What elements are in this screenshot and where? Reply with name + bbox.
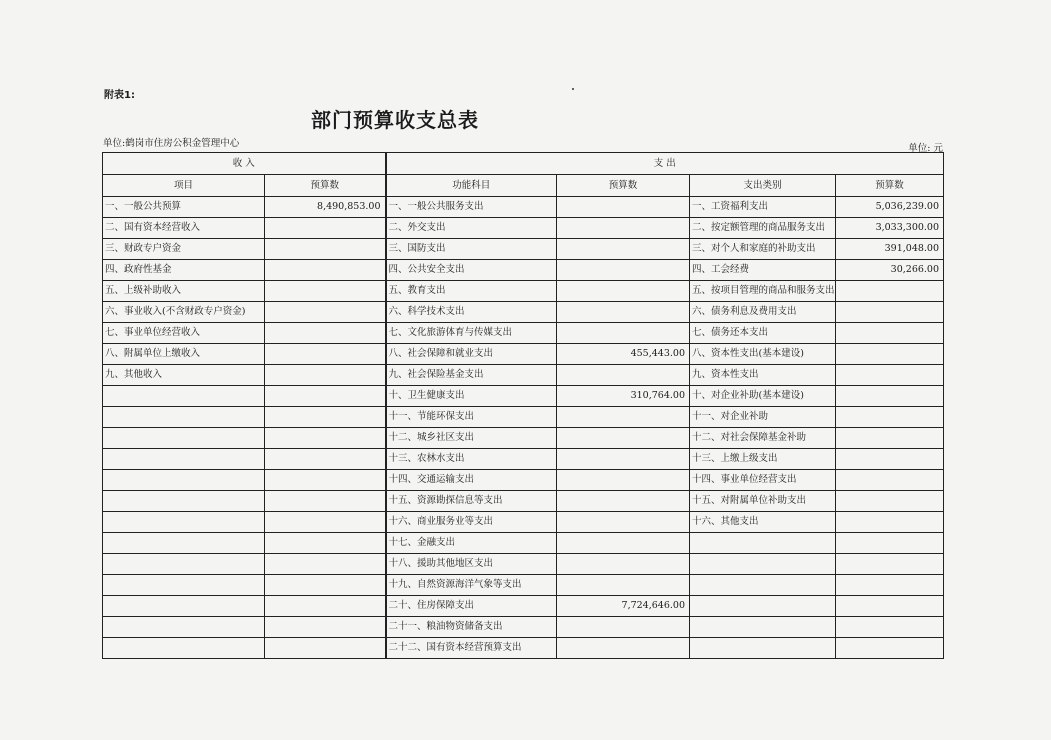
category-value-cell bbox=[836, 386, 944, 407]
table-header-row-1 bbox=[103, 153, 944, 175]
table-row bbox=[103, 617, 944, 638]
income-item-cell bbox=[103, 512, 265, 533]
income-item-cell bbox=[103, 449, 265, 470]
income-value-cell bbox=[265, 281, 386, 302]
category-value-cell bbox=[836, 554, 944, 575]
func-value-cell bbox=[557, 197, 690, 218]
func-subject-cell: 九、社会保险基金支出 bbox=[386, 365, 557, 386]
category-value-cell bbox=[836, 344, 944, 365]
func-subject-cell: 四、公共安全支出 bbox=[386, 260, 557, 281]
exp-category-cell: 十六、其他支出 bbox=[690, 512, 836, 533]
func-subject-cell: 二、外交支出 bbox=[386, 218, 557, 239]
func-value-cell: 455,443.00 bbox=[557, 344, 690, 365]
func-subject-cell: 十九、自然资源海洋气象等支出 bbox=[386, 575, 557, 596]
table-row bbox=[103, 344, 944, 365]
income-item-cell bbox=[103, 617, 265, 638]
income-header: 收 入 bbox=[103, 153, 386, 175]
table-row bbox=[103, 218, 944, 239]
income-item-cell: 八、附属单位上缴收入 bbox=[103, 344, 265, 365]
income-item-cell bbox=[103, 470, 265, 491]
func-subject-cell: 二十二、国有资本经营预算支出 bbox=[386, 638, 557, 659]
func-value-cell bbox=[557, 281, 690, 302]
page-title: 部门预算收支总表 bbox=[311, 108, 479, 132]
table-header-row-2 bbox=[103, 175, 944, 197]
income-item-cell bbox=[103, 533, 265, 554]
exp-category-cell: 二、按定额管理的商品服务支出 bbox=[690, 218, 836, 239]
func-subject-cell: 二十一、粮油物资储备支出 bbox=[386, 617, 557, 638]
exp-category-cell: 八、资本性支出(基本建设) bbox=[690, 344, 836, 365]
func-subject-header: 功能科目 bbox=[386, 175, 557, 197]
income-value-cell bbox=[265, 491, 386, 512]
income-value-cell bbox=[265, 470, 386, 491]
func-subject-cell: 十一、节能环保支出 bbox=[386, 407, 557, 428]
income-value-cell: 8,490,853.00 bbox=[265, 197, 386, 218]
func-subject-cell: 五、教育支出 bbox=[386, 281, 557, 302]
func-subject-cell: 十六、商业服务业等支出 bbox=[386, 512, 557, 533]
func-subject-cell: 七、文化旅游体育与传媒支出 bbox=[386, 323, 557, 344]
income-item-cell: 三、财政专户资金 bbox=[103, 239, 265, 260]
income-value-cell bbox=[265, 617, 386, 638]
func-subject-cell: 一、一般公共服务支出 bbox=[386, 197, 557, 218]
income-value-cell bbox=[265, 554, 386, 575]
func-value-cell bbox=[557, 554, 690, 575]
exp-category-cell bbox=[690, 596, 836, 617]
unit-currency: 单位: 元 bbox=[908, 143, 943, 154]
category-value-cell: 391,048.00 bbox=[836, 239, 944, 260]
func-value-cell bbox=[557, 470, 690, 491]
income-item-cell: 一、一般公共预算 bbox=[103, 197, 265, 218]
income-value-cell bbox=[265, 638, 386, 659]
category-value-cell bbox=[836, 617, 944, 638]
income-value-cell bbox=[265, 575, 386, 596]
exp-category-cell bbox=[690, 554, 836, 575]
category-value-cell bbox=[836, 281, 944, 302]
table-row bbox=[103, 239, 944, 260]
category-value-cell bbox=[836, 323, 944, 344]
income-item-cell: 七、事业单位经营收入 bbox=[103, 323, 265, 344]
category-value-cell: 3,033,300.00 bbox=[836, 218, 944, 239]
func-subject-cell: 十八、援助其他地区支出 bbox=[386, 554, 557, 575]
income-budget-header: 预算数 bbox=[265, 175, 386, 197]
table-row bbox=[103, 554, 944, 575]
income-item-cell bbox=[103, 428, 265, 449]
func-subject-cell: 十、卫生健康支出 bbox=[386, 386, 557, 407]
income-value-cell bbox=[265, 386, 386, 407]
income-value-cell bbox=[265, 239, 386, 260]
income-item-cell bbox=[103, 596, 265, 617]
exp-category-cell: 六、债务利息及费用支出 bbox=[690, 302, 836, 323]
budget-summary-table bbox=[102, 152, 944, 659]
income-item-cell bbox=[103, 554, 265, 575]
income-value-cell bbox=[265, 596, 386, 617]
category-value-cell bbox=[836, 428, 944, 449]
func-value-cell bbox=[557, 617, 690, 638]
func-value-cell bbox=[557, 533, 690, 554]
income-value-cell bbox=[265, 260, 386, 281]
income-value-cell bbox=[265, 407, 386, 428]
category-value-cell bbox=[836, 638, 944, 659]
table-row bbox=[103, 323, 944, 344]
income-item-cell: 四、政府性基金 bbox=[103, 260, 265, 281]
income-item-cell bbox=[103, 491, 265, 512]
income-item-cell bbox=[103, 575, 265, 596]
func-value-cell bbox=[557, 575, 690, 596]
func-value-cell bbox=[557, 449, 690, 470]
func-subject-cell: 十七、金融支出 bbox=[386, 533, 557, 554]
func-value-cell bbox=[557, 407, 690, 428]
table-row bbox=[103, 491, 944, 512]
func-value-cell bbox=[557, 239, 690, 260]
exp-category-cell: 四、工会经费 bbox=[690, 260, 836, 281]
table-row bbox=[103, 407, 944, 428]
exp-category-cell bbox=[690, 617, 836, 638]
exp-category-cell: 三、对个人和家庭的补助支出 bbox=[690, 239, 836, 260]
exp-category-cell bbox=[690, 575, 836, 596]
table-row bbox=[103, 197, 944, 218]
income-value-cell bbox=[265, 533, 386, 554]
func-subject-cell: 十五、资源勘探信息等支出 bbox=[386, 491, 557, 512]
func-value-cell bbox=[557, 491, 690, 512]
exp-category-cell bbox=[690, 638, 836, 659]
income-value-cell bbox=[265, 512, 386, 533]
scan-speck bbox=[572, 88, 574, 90]
category-value-cell bbox=[836, 407, 944, 428]
category-value-cell bbox=[836, 302, 944, 323]
table-row bbox=[103, 638, 944, 659]
func-value-cell bbox=[557, 260, 690, 281]
exp-category-cell bbox=[690, 533, 836, 554]
table-row bbox=[103, 512, 944, 533]
func-subject-cell: 十四、交通运输支出 bbox=[386, 470, 557, 491]
func-value-cell bbox=[557, 218, 690, 239]
func-value-cell bbox=[557, 638, 690, 659]
exp-category-cell: 十一、对企业补助 bbox=[690, 407, 836, 428]
income-value-cell bbox=[265, 323, 386, 344]
table-row bbox=[103, 302, 944, 323]
exp-category-cell: 十二、对社会保障基金补助 bbox=[690, 428, 836, 449]
exp-category-cell: 七、债务还本支出 bbox=[690, 323, 836, 344]
exp-category-cell: 五、按项目管理的商品和服务支出 bbox=[690, 281, 836, 302]
table-row bbox=[103, 533, 944, 554]
exp-category-cell: 十、对企业补助(基本建设) bbox=[690, 386, 836, 407]
income-item-cell bbox=[103, 638, 265, 659]
func-value-cell bbox=[557, 512, 690, 533]
func-budget-header: 预算数 bbox=[557, 175, 690, 197]
income-item-cell bbox=[103, 407, 265, 428]
category-value-cell: 5,036,239.00 bbox=[836, 197, 944, 218]
income-value-cell bbox=[265, 302, 386, 323]
table-row bbox=[103, 281, 944, 302]
category-value-cell bbox=[836, 575, 944, 596]
exp-category-cell: 十三、上缴上级支出 bbox=[690, 449, 836, 470]
category-value-cell bbox=[836, 365, 944, 386]
exp-category-cell: 十五、对附属单位补助支出 bbox=[690, 491, 836, 512]
income-value-cell bbox=[265, 449, 386, 470]
func-value-cell: 310,764.00 bbox=[557, 386, 690, 407]
category-value-cell bbox=[836, 491, 944, 512]
category-value-cell bbox=[836, 470, 944, 491]
income-item-cell: 二、国有资本经营收入 bbox=[103, 218, 265, 239]
func-subject-cell: 十三、农林水支出 bbox=[386, 449, 557, 470]
exp-category-cell: 十四、事业单位经营支出 bbox=[690, 470, 836, 491]
func-subject-cell: 二十、住房保障支出 bbox=[386, 596, 557, 617]
table-row bbox=[103, 365, 944, 386]
category-value-cell bbox=[836, 512, 944, 533]
income-value-cell bbox=[265, 344, 386, 365]
exp-category-cell: 九、资本性支出 bbox=[690, 365, 836, 386]
exp-category-cell: 一、工资福利支出 bbox=[690, 197, 836, 218]
category-value-cell: 30,266.00 bbox=[836, 260, 944, 281]
func-subject-cell: 六、科学技术支出 bbox=[386, 302, 557, 323]
table-row bbox=[103, 449, 944, 470]
func-value-cell bbox=[557, 323, 690, 344]
income-value-cell bbox=[265, 428, 386, 449]
func-subject-cell: 三、国防支出 bbox=[386, 239, 557, 260]
table-row bbox=[103, 260, 944, 281]
table-row bbox=[103, 470, 944, 491]
func-value-cell: 7,724,646.00 bbox=[557, 596, 690, 617]
func-value-cell bbox=[557, 428, 690, 449]
exp-category-header: 支出类别 bbox=[690, 175, 836, 197]
income-value-cell bbox=[265, 365, 386, 386]
item-header: 项目 bbox=[103, 175, 265, 197]
unit-organization: 单位:鹤岗市住房公积金管理中心 bbox=[103, 138, 240, 149]
table-row bbox=[103, 575, 944, 596]
income-item-cell bbox=[103, 386, 265, 407]
table-row bbox=[103, 428, 944, 449]
category-value-cell bbox=[836, 596, 944, 617]
func-subject-cell: 十二、城乡社区支出 bbox=[386, 428, 557, 449]
income-item-cell: 六、事业收入(不含财政专户资金) bbox=[103, 302, 265, 323]
table-row bbox=[103, 596, 944, 617]
category-budget-header: 预算数 bbox=[836, 175, 944, 197]
attachment-label: 附表1: bbox=[104, 90, 135, 101]
func-subject-cell: 八、社会保障和就业支出 bbox=[386, 344, 557, 365]
func-value-cell bbox=[557, 302, 690, 323]
expenditure-header: 支 出 bbox=[386, 153, 944, 175]
table-row bbox=[103, 386, 944, 407]
income-item-cell: 五、上级补助收入 bbox=[103, 281, 265, 302]
category-value-cell bbox=[836, 533, 944, 554]
category-value-cell bbox=[836, 449, 944, 470]
income-value-cell bbox=[265, 218, 386, 239]
income-item-cell: 九、其他收入 bbox=[103, 365, 265, 386]
func-value-cell bbox=[557, 365, 690, 386]
